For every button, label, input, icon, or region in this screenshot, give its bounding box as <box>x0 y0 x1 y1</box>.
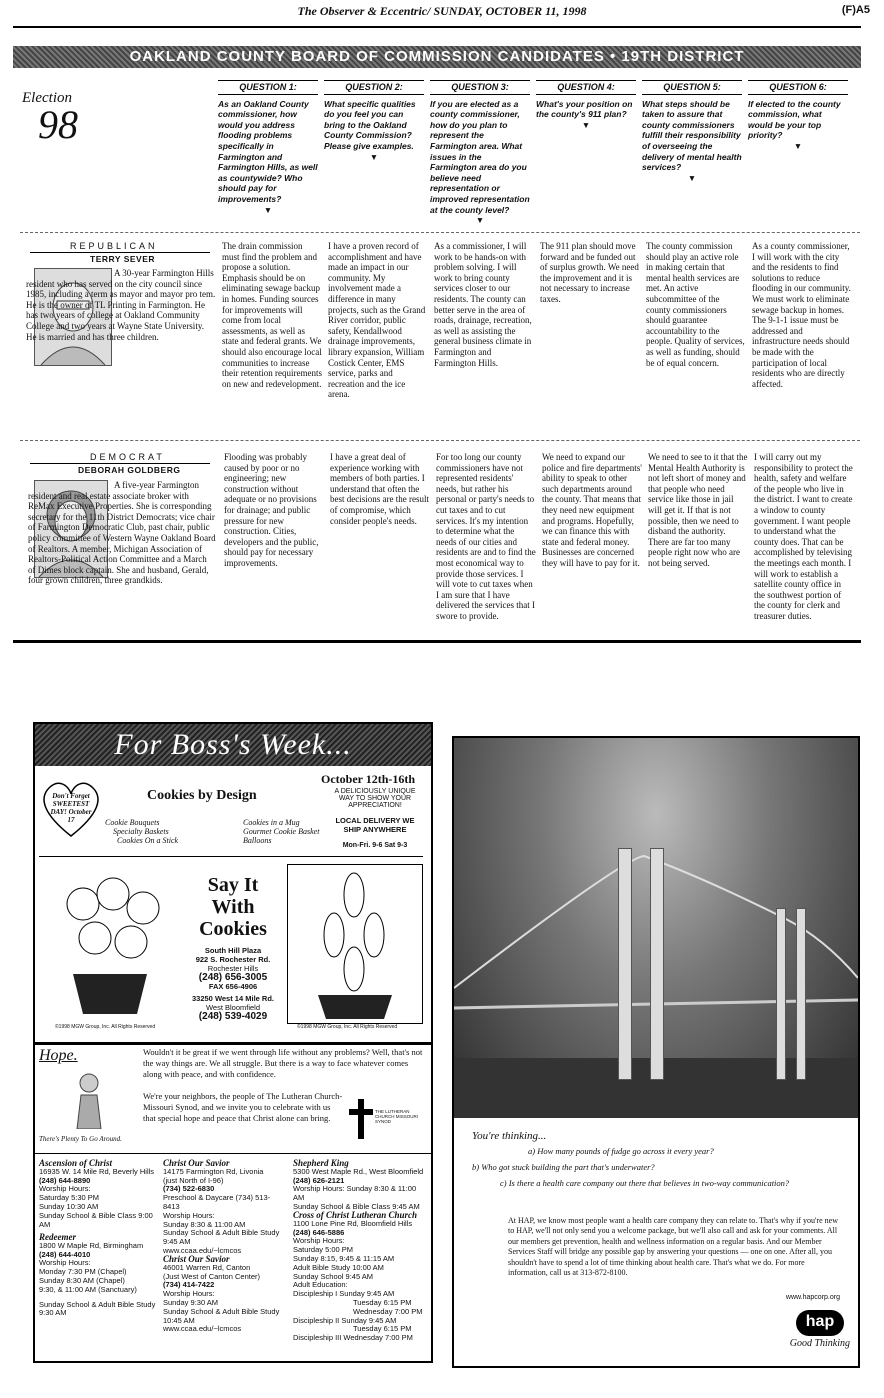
divider <box>20 440 860 441</box>
divider <box>20 232 860 233</box>
answer-goldberg-q1: Flooding was probably caused by poor or no engineering; new construction without adequate or no provisions for drainage; and public pressure for new construction. Cities, developers and the public, should pay for necessary improvements. <box>224 452 319 568</box>
product-item: Gourmet Cookie Basket <box>243 827 320 836</box>
bridge-tower <box>618 848 632 1080</box>
church-line: Saturday 5:30 PM <box>39 1193 100 1203</box>
arrow-down-icon: ▼ <box>263 204 273 215</box>
masthead-title: The Observer & Eccentric/ SUNDAY, OCTOBER 11, 1998 <box>297 4 587 18</box>
copyright-left: ©1998 MGW Group, Inc. All Rights Reserved <box>55 1024 156 1030</box>
question-1-text: As an Oakland County commissioner, how would you address flooding problems specifically in Farmington and Farmington Hills, as well as countywide? Who should pay for improvements? <box>218 98 318 204</box>
question-5 <box>642 80 742 183</box>
hap-logo-text: hap <box>805 1313 835 1330</box>
question-2-label: QUESTION 2: <box>324 80 424 95</box>
election-logo-icon <box>18 76 98 146</box>
phone: (248) 539-4029 <box>198 1011 268 1022</box>
hope-para-2: We're your neighbors, the people of The Lutheran Church-Missouri Synod, and we invite you to celebrate with us that special hope and peace that Christ alone can bring. <box>143 1091 343 1123</box>
page-number: (F)A5 <box>841 4 870 16</box>
answer-goldberg-q3: For too long our county commissioners have not represented residents' needs, but rather his personal or party's needs to cut taxes and to cut services. It's my intention to determine what the needs of our cities and residents are and to find the most economical way to provide those services. I will vote to cut taxes when I am sure that I have delivered the services that I swore to provide. <box>436 452 536 621</box>
hope-para-1: Wouldn't it be great if we went through life without any problems? Well, that's not the way things are. We all struggle. But there is a way to face whatever comes along with peace, and with confidence. <box>143 1047 423 1079</box>
candidate-bio-goldberg: A five-year Farmington resident and real estate associate broker with ReMax Executive Properties. She is corresponding secretary for the 11th District Democrats; vice chair of Farmington Democratic Club, past chair, public policy committee of Western Wayne Oakland Board of Realtors. A member, Michigan Association of Realtors-Political Action Committee and a March of Dimes block captain. She and husband, Gerald, four grown children, three grandkids. <box>28 480 216 586</box>
location-name: South Hill Plaza <box>204 946 262 955</box>
arrow-down-icon: ▼ <box>475 215 485 226</box>
church-name: Shepherd King <box>293 1158 349 1168</box>
church-line: Preschool & Daycare (734) 513-8413 <box>163 1193 271 1211</box>
church-line: Worship Hours: <box>39 1184 91 1194</box>
hap-body: At HAP, we know most people want a health care company they can relate to. That's why if you're new to HAP, we'll not only send you a welcome package, but we'll also call and ask for your comments. All our members get prevention, health and wellness information on a regular basis. And our Member Services Staff will bridge any possible gap by answering your questions — one on one. After all, you shouldn't have to spend a lot of time thinking about health care. That's what we do. For more information, call us at 313-872-8100. <box>508 1216 838 1278</box>
church-line: Sunday 10:30 AM <box>39 1201 99 1211</box>
church-line: www.ccaa.edu/~lcmcos <box>163 1324 242 1334</box>
answer-goldberg-q5: We need to see to it that the Mental Health Authority is not left short of money and that people who need service like those in jail will get it. If that is not possible, then we need to disband the authority. There are far too many people right now who are not being served. <box>648 452 748 568</box>
church-line: 1800 W Maple Rd, Birmingham <box>39 1240 144 1250</box>
section-banner <box>13 46 861 68</box>
product-item: Balloons <box>243 836 272 845</box>
church-name: Cross of Christ Lutheran Church <box>293 1210 418 1220</box>
church-line: Worship Hours: <box>39 1258 91 1268</box>
product-item: Specialty Baskets <box>113 827 169 836</box>
question-1-label: QUESTION 1: <box>218 80 318 95</box>
church-line: 1100 Lone Pine Rd, Bloomfield Hills <box>293 1218 413 1228</box>
church-line: Worship Hours: <box>293 1236 345 1246</box>
answer-sever-q2: I have a proven record of accomplishment and have made an impact in our community. My involvement made a difference in many projects, such as the Grand River corridor, public safety, Kendallwood drainage improvements, library expansion, William Costick Center, EMS service, parks and recreation and the ice arena. <box>328 241 426 400</box>
boss-week-ad <box>33 722 433 1044</box>
church-line: Sunday 8:30 & 11:00 AM <box>163 1219 246 1229</box>
delivery-info: LOCAL DELIVERY WE SHIP ANYWHERE <box>335 816 415 834</box>
rule <box>30 463 210 464</box>
church-line: Tuesday 6:15 PM <box>353 1297 412 1307</box>
church-phone: (248) 644-4010 <box>39 1249 91 1259</box>
church-ascension <box>39 1159 157 1229</box>
hap-question-c: c) Is there a health care company out there that believes in two-way communication? <box>500 1178 790 1188</box>
church-christ-our-savior-canton <box>163 1255 285 1334</box>
answer-sever-q6: As a county commissioner, I will work with the city and the residents to find solutions to reduce flooding in our community. We must work to eliminate sewage backup in homes. The 9-1-1 issue must be addressed and infrastructure needs should be made with the participation of local residents who are directly affected. <box>752 241 851 389</box>
bridge-tower <box>650 848 664 1080</box>
church-phone: (248) 626-2121 <box>293 1175 345 1185</box>
products-left <box>105 818 178 845</box>
fax: FAX 656-4906 <box>208 982 258 991</box>
hap-url: www.hapcorp.org <box>785 1294 840 1301</box>
bridge-photo <box>454 738 858 1118</box>
church-name: Christ Our Savior <box>163 1254 230 1264</box>
cross-icon <box>349 1099 373 1139</box>
church-line: Worship Hours: <box>163 1210 215 1220</box>
address: 33250 West 14 Mile Rd. <box>192 994 274 1003</box>
church-line: Sunday School 9:45 AM <box>293 1271 374 1281</box>
church-line: 5300 West Maple Rd., West Bloomfield <box>293 1166 424 1176</box>
city: West Bloomfield <box>205 1003 261 1012</box>
question-3-label: QUESTION 3: <box>430 80 530 95</box>
hope-title: Hope. <box>39 1047 78 1064</box>
question-6 <box>748 80 848 152</box>
church-line: Sunday School & Bible Class 9:45 AM <box>293 1201 420 1211</box>
hap-question-b: b) Who got stuck building the part that's underwater? <box>472 1162 655 1172</box>
answer-goldberg-q6: I will carry out my responsibility to protect the health, safety and welfare of the people who live in the district. I want to create a window to county government. I want people to understand what the county does. That can be accomplished by televising the meetings each month. I will work to establish a satellite county office in the southwest portion of the county for clerk and treasurer duties. <box>754 452 853 621</box>
church-line: Sunday School & Adult Bible Study 9:45 AM <box>163 1228 280 1247</box>
heart-badge <box>39 778 103 838</box>
church-line: Sunday 9:30 AM <box>163 1297 219 1307</box>
store-hours: Mon-Fri. 9-6 Sat 9-3 <box>342 842 408 849</box>
child-figure-icon <box>65 1071 113 1129</box>
arrow-down-icon: ▼ <box>581 119 591 130</box>
hap-ad <box>452 736 860 1368</box>
hap-headline: You're thinking... <box>472 1130 547 1142</box>
question-2 <box>324 80 424 162</box>
church-line: Adult Bible Study 10:00 AM <box>293 1262 384 1272</box>
church-line: (just North of I-96) <box>163 1175 224 1185</box>
city: Rochester Hills <box>207 964 259 973</box>
church-christ-our-savior-livonia <box>163 1159 285 1256</box>
cookie-bouquet-left <box>43 864 177 1022</box>
question-1 <box>218 80 318 215</box>
church-phone: (248) 646-5886 <box>293 1227 345 1237</box>
church-name: Redeemer <box>39 1232 76 1242</box>
cookie-bouquet-right <box>287 864 423 1024</box>
copyright-right: ©1998 MGW Group, Inc. All Rights Reserved <box>297 1024 398 1030</box>
rule <box>35 1153 431 1154</box>
answer-goldberg-q4: We need to expand our police and fire departments' ability to speak to other such departments around the county. That means that they need new equipment and programs. Hopefully, we can finance this with state and federal money. Businesses are concerned they will have to pay for it. <box>542 452 642 568</box>
cookie-bouquet-icon <box>288 865 422 1023</box>
brand-name: Cookies by Design <box>147 788 257 803</box>
church-line: Discipleship II Sunday 9:45 AM <box>293 1315 397 1325</box>
election-logo <box>18 76 98 146</box>
child-photo <box>65 1071 113 1129</box>
church-line: Discipleship I Sunday 9:45 AM <box>293 1289 395 1299</box>
church-name: Christ Our Savior <box>163 1158 230 1168</box>
church-line: 16935 W. 14 Mile Rd, Beverly Hills <box>39 1166 155 1176</box>
bridge-tower <box>796 908 806 1080</box>
say-it-headline: Say It With Cookies <box>199 874 267 940</box>
ad-tagline: A DELICIOUSLY UNIQUE WAY TO SHOW YOUR APPRECIATION! <box>334 788 416 809</box>
question-5-label: QUESTION 5: <box>642 80 742 95</box>
church-line: Wednesday 7:00 PM <box>353 1306 423 1316</box>
church-phone: (734) 414-7422 <box>163 1280 215 1290</box>
lcms-logo-text: THE LUTHERAN CHURCH MISSOURI SYNOD <box>375 1109 419 1124</box>
church-line: Monday 7:30 PM (Chapel) <box>39 1267 127 1277</box>
arrow-down-icon: ▼ <box>793 140 803 151</box>
answer-sever-q4: The 911 plan should move forward and be funded out of surplus growth. We need the improvement and it is not necessary to increase taxes. <box>540 241 639 304</box>
answer-sever-q1: The drain commission must find the problem and propose a solution. Emphasis should be on eliminating sewage backup in homes. Funding sources for improvements will come from local assessments, as well as state and federal grants. We should also encourage local communities to increase their retention requirements on new and redevelopment. <box>222 241 322 389</box>
cookie-bouquet-icon <box>43 864 177 1022</box>
svg-text:98: 98 <box>38 102 78 146</box>
banner-title: OAKLAND COUNTY BOARD OF COMMISSION CANDIDATES • 19TH DISTRICT <box>129 48 745 65</box>
hap-logo <box>796 1310 844 1336</box>
candidate-name-goldberg: DEBORAH GOLDBERG <box>78 465 181 475</box>
arrow-down-icon: ▼ <box>369 151 379 162</box>
bridge-tower <box>776 908 786 1080</box>
arrow-down-icon: ▼ <box>687 172 697 183</box>
product-item: Cookies in a Mug <box>243 818 300 827</box>
boss-ad-title-bar <box>35 724 431 766</box>
question-6-text: If elected to the county commission, what would be your top priority? <box>748 98 841 141</box>
question-6-label: QUESTION 6: <box>748 80 848 95</box>
church-redeemer <box>39 1233 157 1318</box>
candidate-bio-sever: A 30-year Farmington Hills resident who has served on the city council since 1985, including a term as mayor and mayor pro tem. He is the owner of TL Printing in Farmington. He has two years of college at Oakland Community College and two years at Wayne State University. He is married and has three children. <box>26 268 216 342</box>
church-line: Adult Education: <box>293 1280 348 1290</box>
church-line: 46001 Warren Rd, Canton <box>163 1262 251 1272</box>
phone: (248) 656-3005 <box>198 972 268 983</box>
church-line: Saturday 5:00 PM <box>293 1245 354 1255</box>
rule <box>39 856 423 857</box>
store-info <box>181 946 285 1021</box>
answer-sever-q3: As a commissioner, I will work to be hands-on with problem solving. I will work to bring county services closer to our residents. The county can better serve in the area of roads, drainage, recreation, as well as assisting the general business climate in Farmington and Farmington Hills. <box>434 241 532 368</box>
church-line: 9:30, & 11:00 AM (Sanctuary) <box>39 1284 137 1294</box>
product-item: Cookie Bouquets <box>105 818 160 827</box>
boss-ad-title: For Boss's Week... <box>114 728 352 761</box>
candidate-name-sever: TERRY SEVER <box>90 254 156 264</box>
church-line: 14175 Farmington Rd, Livonia <box>163 1166 264 1176</box>
rule <box>30 252 210 253</box>
svg-text:Election: Election <box>22 90 72 106</box>
question-4 <box>536 80 636 130</box>
question-3 <box>430 80 530 226</box>
heart-text: Don't Forget SWEETEST DAY! October 17 <box>50 792 92 824</box>
party-label-republican: REPUBLICAN <box>70 241 158 251</box>
church-line: Worship Hours: <box>163 1289 215 1299</box>
church-cross-of-christ <box>293 1211 427 1343</box>
church-line: Sunday School & Adult Bible Study 9:30 AM <box>39 1299 156 1318</box>
question-2-text: What specific qualities do you feel you can bring to the Oakland County Commission? Please give examples. <box>324 98 416 151</box>
church-line: (Just West of Canton Center) <box>163 1271 260 1281</box>
church-line: Sunday 8:15, 9:45 & 11:15 AM <box>293 1253 395 1263</box>
address: 922 S. Rochester Rd. <box>195 955 271 964</box>
question-4-label: QUESTION 4: <box>536 80 636 95</box>
answer-sever-q5: The county commission should play an active role in making certain that mental health services are met. An active subcommittee of the county commissioners should guarantee accountability to the people. Quality of services, as well as funding, should be of equal concern. <box>646 241 745 368</box>
church-shepherd-king <box>293 1159 427 1212</box>
question-3-text: If you are elected as a county commissioner, how do you plan to represent the Farmington area. What issues in the Farmington area do you believe need representation or improved representation at the county level? <box>430 98 530 215</box>
question-5-text: What steps should be taken to assure that county commissioners fulfill their responsibility of overseeing the delivery of mental health services? <box>642 98 742 173</box>
church-name: Ascension of Christ <box>39 1158 113 1168</box>
hap-question-a: a) How many pounds of fudge go across it every year? <box>528 1146 714 1156</box>
products-right <box>243 818 319 845</box>
church-line: Worship Hours: Sunday 8:30 & 11:00 AM <box>293 1184 417 1203</box>
masthead-rule <box>13 26 861 28</box>
church-line: www.ccaa.edu/~lcmcos <box>163 1245 242 1255</box>
section-rule <box>13 640 861 643</box>
church-phone: (734) 522-6830 <box>163 1184 215 1194</box>
church-phone: (248) 644-8890 <box>39 1175 91 1185</box>
church-line: Discipleship III Wednesday 7:00 PM <box>293 1333 413 1343</box>
answer-goldberg-q2: I have a great deal of experience working with members of both parties. I understand that often the best decisions are the result of compromise, which consider people's needs. <box>330 452 429 526</box>
party-label-democrat: DEMOCRAT <box>90 452 165 462</box>
church-line: Sunday 8:30 AM (Chapel) <box>39 1275 125 1285</box>
church-line: Tuesday 6:15 PM <box>353 1324 412 1334</box>
ad-dates: October 12th-16th <box>321 772 416 786</box>
question-4-text: What's your position on the county's 911 plan? <box>536 98 633 120</box>
lutheran-hope-ad <box>33 1043 433 1363</box>
product-item: Cookies On a Stick <box>117 836 179 845</box>
church-line: Sunday School & Bible Class 9:00 AM <box>39 1210 153 1229</box>
hope-caption: There's Plenty To Go Around. <box>39 1135 122 1143</box>
hap-slogan: Good Thinking <box>789 1338 850 1349</box>
church-line: Sunday School & Adult Bible Study 10:45 AM <box>163 1306 280 1325</box>
lcms-logo <box>349 1099 423 1143</box>
masthead <box>0 4 884 22</box>
